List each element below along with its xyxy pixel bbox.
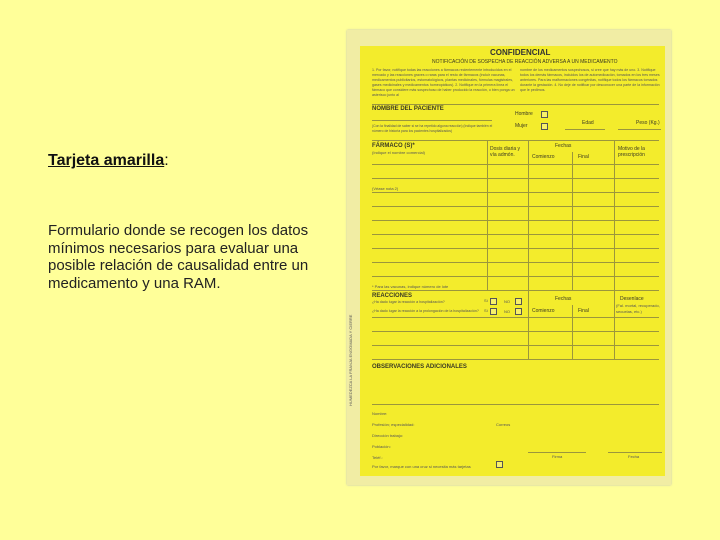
form-more-cards-label: Por favor, marque con una cruz si necesita más tarjetas	[372, 464, 471, 469]
form-subtitle: NOTIFICACIÓN DE SOSPECHA DE REACCIÓN ADVERSA A UN MEDICAMENTO	[432, 59, 618, 65]
form-no-checkbox	[515, 298, 522, 305]
form-rule	[372, 120, 492, 121]
slide-title	[48, 152, 169, 170]
form-phone-label: Teléf.:	[372, 455, 383, 460]
form-rule	[372, 104, 659, 105]
form-rule	[372, 290, 659, 291]
form-vaccine-footnote: * Para las vacunas, indique número de lote	[372, 284, 449, 289]
form-yes-checkbox	[490, 308, 497, 315]
form-no-label: NO	[504, 309, 510, 314]
form-rule	[372, 359, 659, 360]
form-confidential: CONFIDENCIAL	[490, 48, 551, 57]
form-rule	[372, 345, 659, 346]
form-patient-note: (Con la finalidad de saber si se ha repetido alguna reacción) (Indique también el número de historia para los pacientes hospitalizados)	[372, 124, 493, 133]
form-end-header: Final	[578, 154, 589, 160]
form-age-label: Edad	[582, 120, 594, 126]
form-reason-header: Motivo de la prescripción	[618, 146, 645, 158]
form-question-prolong: ¿Ha dado lugar la reacción a la prolongación de la hospitalización?	[372, 309, 479, 313]
form-mail-label: Correos	[496, 422, 511, 427]
form-weight-label: Peso (Kg.)	[636, 120, 660, 126]
form-rule	[372, 317, 659, 318]
form-dates-header: Fechas	[555, 296, 572, 302]
form-no-checkbox	[515, 308, 522, 315]
form-yes-label: Sí	[484, 298, 488, 303]
form-column-rule	[614, 290, 615, 360]
form-column-rule	[528, 290, 529, 360]
form-dates-header: Fechas	[555, 143, 572, 149]
form-rule	[372, 404, 659, 405]
form-drug-note: (Indique el nombre comercial)	[372, 150, 425, 155]
form-yes-checkbox	[490, 298, 497, 305]
form-rule	[372, 192, 659, 193]
form-column-rule	[572, 305, 573, 360]
form-patient-name: NOMBRE DEL PACIENTE	[372, 106, 444, 112]
slide-title-colon: :	[164, 152, 169, 169]
form-vaccine-note: (Véase nota 2)	[372, 186, 399, 191]
form-column-rule	[528, 140, 529, 290]
yellow-card-form	[348, 46, 665, 476]
form-photo	[347, 30, 671, 485]
form-rule	[565, 129, 605, 130]
form-profession-label: Profesión; especialidad:	[372, 422, 415, 427]
form-rule	[528, 452, 586, 453]
form-town-label: Población:	[372, 444, 391, 449]
form-start-header: Comienzo	[532, 308, 555, 314]
form-instructions-right: nombre de los medicamentos sospechosos, si cree que hay más de uno. 3. Notifique todos los demás fármacos, incluidos los de automedicación, tomados en los tres meses anteriores. Para las malformaciones congénitas, notifique todos los fármacos tomados durante la gestación. 4. No deje de notificar por desconocer una parte de la información que le pedimos.	[520, 68, 660, 92]
form-rule	[372, 220, 659, 221]
form-question-hospital: ¿Ha dado lugar la reacción a hospitalización?	[372, 300, 445, 304]
form-male-checkbox	[541, 111, 548, 118]
slide-title-label: Tarjeta amarilla	[48, 152, 165, 169]
form-signature-label: Firma	[552, 454, 563, 459]
form-rule	[372, 234, 659, 235]
form-rule	[608, 452, 662, 453]
form-side-text: HUMEDEZCA LA FRANJA ENGOMADA Y CIERRE	[348, 314, 353, 406]
form-observations-header: OBSERVACIONES ADICIONALES	[372, 364, 467, 370]
form-rule	[372, 140, 659, 141]
slide-description: Formulario donde se recogen los datos mínimos necesarios para evaluar una posible relación de causalidad entre un medicamento y una RAM.	[48, 222, 309, 292]
form-end-header: Final	[578, 308, 589, 314]
form-name-label: Nombre:	[372, 411, 388, 416]
form-rule	[618, 129, 661, 130]
form-no-label: NO	[504, 299, 510, 304]
form-column-rule	[614, 140, 615, 290]
form-rule	[372, 331, 659, 332]
form-outcome-header: Desenlace	[620, 296, 644, 302]
form-column-rule	[572, 152, 573, 290]
form-yes-label: Sí	[484, 308, 488, 313]
form-reactions-header: REACCIONES	[372, 293, 413, 299]
form-female-checkbox	[541, 123, 548, 130]
form-rule	[372, 164, 659, 165]
form-rule	[372, 248, 659, 249]
form-more-cards-checkbox	[496, 461, 503, 468]
form-date-label: Fecha	[628, 454, 640, 459]
form-rule	[372, 262, 659, 263]
form-rule	[372, 276, 659, 277]
form-column-rule	[487, 140, 488, 290]
form-rule	[372, 178, 659, 179]
form-drug-header: FÁRMACO (S)*	[372, 143, 415, 149]
form-outcome-detail: (Fal. mortal, recuperado, secuelas, etc.)	[616, 303, 660, 314]
form-address-label: Dirección trabajo:	[372, 433, 404, 438]
form-female-label: Mujer	[515, 123, 528, 129]
form-instructions-left: 1. Por favor, notifique todas las reacciones a fármacos recientemente introducidos en el mercado y las reacciones graves o raras para el resto de fármacos (incluir vacunas, medicamentos publicitarios, estomatológicos, plantas medicinales, fórmulas magistrales, gases medicinales y medicamentos homeopáticos). 2. Notifique en la primera línea el fármaco que considere más sospechoso de haber producido la reacción, o bien ponga un asterisco junto al	[372, 68, 515, 97]
form-rule	[372, 206, 659, 207]
form-male-label: Hombre	[515, 111, 533, 117]
form-start-header: Comienzo	[532, 154, 555, 160]
form-dose-header: Dosis diaria y vía admón.	[490, 146, 521, 158]
